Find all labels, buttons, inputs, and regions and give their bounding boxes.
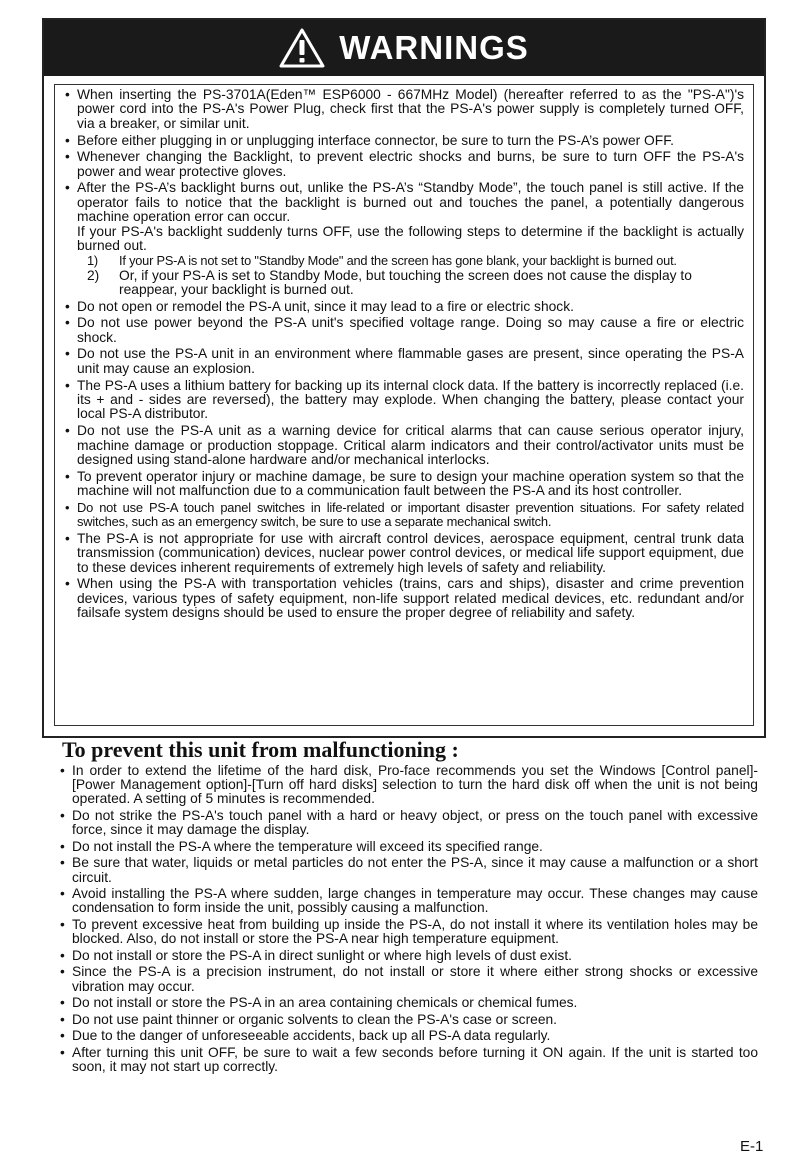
warnings-box — [42, 18, 766, 738]
warning-item: • Do not use power beyond the PS-A unit's specified voltage range. Doing so may cause a fire or electric shock. — [65, 316, 744, 345]
warning-item: • Do not use the PS-A unit as a warning device for critical alarms that can cause serious operator injury, machine damage or production stoppage. Critical alarm indicators and their control/activator units must be designed using stand-alone hardware and/or mechanical interlocks. — [65, 424, 744, 467]
malfunction-item: • Since the PS-A is a precision instrument, do not install or store it where either strong shocks or excessive vibration may occur. — [60, 965, 758, 993]
malfunction-list — [60, 764, 758, 1074]
warning-item: • When inserting the PS-3701A(Eden™ ESP6000 - 667MHz Model) (hereafter referred to as the "PS-A")'s power cord into the PS-A's Power Plug, check first that the PS-A's power supply is completely turned OFF, via a breaker, or similar unit. — [65, 88, 744, 131]
warning-item: • Do not use PS-A touch panel switches in life-related or important disaster prevention situations. For safety related switches, such as an emergency switch, be sure to use a separate mechanical switch. — [65, 501, 744, 530]
warnings-header — [44, 20, 764, 76]
malfunction-item: • To prevent excessive heat from building up inside the PS-A, do not install it where its ventilation holes may be blocked. Also, do not install or store the PS-A near high temperature equipment. — [60, 918, 758, 946]
warning-item: • Whenever changing the Backlight, to prevent electric shocks and burns, be sure to turn OFF the PS-A's power and wear protective gloves. — [65, 150, 744, 179]
warning-item-backlight — [65, 181, 744, 297]
warning-item: • When using the PS-A with transportation vehicles (trains, cars and ships), disaster and crime prevention devices, various types of safety equipment, non-life support related medical devices, etc. redundant and/or failsafe system designs should be used to ensure the proper degree of reliability and safety. — [65, 577, 744, 620]
page-number: E-1 — [740, 1138, 764, 1155]
malfunction-item: • Do not install the PS-A where the temperature will exceed its specified range. — [60, 840, 758, 854]
malfunction-item: • Do not use paint thinner or organic solvents to clean the PS-A's case or screen. — [60, 1013, 758, 1027]
malfunction-item: • In order to extend the lifetime of the hard disk, Pro-face recommends you set the Windows [Control panel]-[Power Management option]-[Turn off hard disks] selection to turn the hard disk off when the unit is not being operated. A setting of 5 minutes is recommended. — [60, 764, 758, 807]
warning-item: • The PS-A uses a lithium battery for backing up its internal clock data. If the battery is incorrectly replaced (i.e. its + and - sides are reversed), the battery may explode. When changing the battery, please contact your local PS-A distributor. — [65, 379, 744, 422]
warning-item: • Before either plugging in or unplugging interface connector, be sure to turn the PS-A’s power OFF. — [65, 134, 744, 148]
malfunction-item: • Avoid installing the PS-A where sudden, large changes in temperature may occur. These changes may cause condensation to form inside the unit, possibly causing a malfunction. — [60, 887, 758, 915]
backlight-step: 2) Or, if your PS-A is set to Standby Mode, but touching the screen does not cause the display to reappear, your backlight is burned out. — [87, 268, 692, 298]
backlight-paragraph: If your PS-A's backlight suddenly turns OFF, use the following steps to determine if the backlight is actually burned out. — [77, 223, 744, 253]
warnings-list — [65, 88, 744, 621]
warning-triangle-icon — [279, 28, 325, 68]
warning-item: • Do not open or remodel the PS-A unit, since it may lead to a fire or electric shock. — [65, 300, 744, 314]
malfunction-section — [60, 764, 758, 1077]
warnings-list-frame — [54, 84, 754, 726]
malfunction-item: • Be sure that water, liquids or metal particles do not enter the PS-A, since it may cause a malfunction or a short circuit. — [60, 856, 758, 884]
malfunction-item: • Do not install or store the PS-A in direct sunlight or where high levels of dust exist. — [60, 949, 758, 963]
warning-item: • To prevent operator injury or machine damage, be sure to design your machine operation system so that the machine will not malfunction due to a communication fault between the PS-A and its host controller. — [65, 470, 744, 499]
backlight-paragraph: • After the PS-A’s backlight burns out, unlike the PS-A’s “Standby Mode”, the touch panel is still active. If the operator fails to notice that the backlight is burned out and touches the panel, a potentially dangerous machine operation error can occur. — [77, 180, 744, 225]
malfunction-item: • Do not install or store the PS-A in an area containing chemicals or chemical fumes. — [60, 996, 758, 1010]
warning-item: • The PS-A is not appropriate for use with aircraft control devices, aerospace equipment, central trunk data transmission (communication) devices, nuclear power control devices, or medical life support equipment, due to these devices inherent requirements of extremely high levels of safety and reliability. — [65, 532, 744, 575]
malfunction-heading: To prevent this unit from malfunctioning : — [62, 737, 459, 762]
malfunction-item: • Due to the danger of unforeseeable accidents, back up all PS-A data regularly. — [60, 1029, 758, 1043]
backlight-step: 1) If your PS-A is not set to "Standby Mode" and the screen has gone blank, your backlight is burned out. — [87, 253, 677, 269]
malfunction-item: • Do not strike the PS-A's touch panel with a hard or heavy object, or press on the touch panel with excessive force, since it may damage the display. — [60, 809, 758, 837]
malfunction-item: • After turning this unit OFF, be sure to wait a few seconds before turning it ON again. If the unit is started too soon, it may not start up correctly. — [60, 1046, 758, 1074]
warnings-title: WARNINGS — [339, 29, 529, 66]
warning-item: • Do not use the PS-A unit in an environment where flammable gases are present, since operating the PS-A unit may cause an explosion. — [65, 347, 744, 376]
backlight-steps — [77, 254, 744, 297]
